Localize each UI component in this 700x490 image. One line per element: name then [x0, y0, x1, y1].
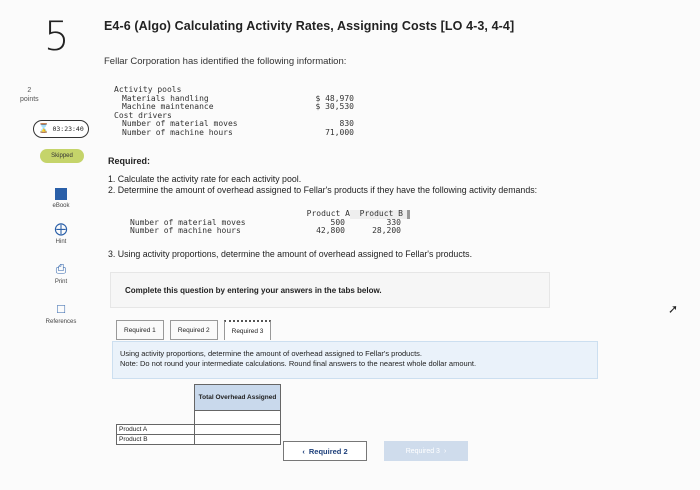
- table-row: [117, 435, 281, 445]
- timer-value: 03:23:40: [52, 125, 84, 133]
- answer-table: [116, 384, 281, 445]
- required-item-3: 3. Using activity proportions, determine the amount of overhead assigned to Fellar's products.: [108, 249, 473, 259]
- tab-required-2[interactable]: Required 2: [170, 320, 218, 340]
- required-items: [108, 174, 537, 196]
- row-label: Number of machine hours: [130, 226, 241, 236]
- cell-b: 28,200: [372, 226, 401, 236]
- ebook-button[interactable]: [40, 188, 82, 209]
- hint-button[interactable]: [40, 222, 82, 245]
- ebook-label: eBook: [52, 203, 70, 209]
- given-information: [114, 86, 354, 138]
- product-a-overhead-input[interactable]: [195, 425, 281, 435]
- cursor-icon: ➚: [668, 302, 679, 316]
- tab-required-3[interactable]: Required 3: [224, 320, 272, 340]
- pool-label: Materials handling: [122, 93, 209, 103]
- points-label: points: [20, 96, 39, 103]
- driver-label: Number of material moves: [122, 119, 238, 129]
- hourglass-icon: ⌛: [38, 123, 50, 134]
- print-label: Print: [54, 279, 68, 285]
- cell-b: 330: [386, 217, 401, 227]
- instruction-text: Complete this question by entering your answers in the tabs below.: [125, 285, 382, 295]
- timer[interactable]: [33, 120, 89, 138]
- points-value: 2: [27, 87, 32, 94]
- activity-pools-heading: Activity pools: [114, 85, 182, 94]
- question-intro: Fellar Corporation has identified the following information:: [104, 56, 347, 67]
- col-product-a: Product A: [306, 209, 350, 218]
- references-button[interactable]: [40, 302, 82, 325]
- hint-label: Hint: [55, 239, 67, 245]
- cost-drivers-heading: Cost drivers: [114, 110, 172, 120]
- tab-bar: [116, 320, 277, 340]
- required-item-2: 2. Determine the amount of overhead assigned to Fellar's products if they have the following activity demands:: [108, 185, 538, 195]
- document-icon: □: [57, 301, 65, 316]
- pool-value: $ 30,530: [315, 102, 354, 112]
- references-label: References: [45, 319, 77, 325]
- col-product-b: Product B: [350, 210, 410, 219]
- panel-note: Note: Do not round your intermediate calculations. Round final answers to the nearest whole dollar amount.: [120, 358, 477, 368]
- driver-value: 830: [339, 119, 354, 129]
- table-row: [117, 425, 281, 435]
- chevron-left-icon: ‹: [302, 446, 305, 456]
- print-button[interactable]: [40, 262, 82, 285]
- lifebuoy-icon: ⨁: [54, 221, 68, 236]
- next-required-button[interactable]: [384, 441, 468, 461]
- chevron-right-icon: ›: [443, 447, 447, 455]
- row-label-product-b: Product B: [117, 435, 195, 445]
- demand-table: [130, 210, 410, 236]
- cell-a: 500: [330, 217, 345, 227]
- driver-row: [114, 129, 354, 138]
- next-label: Required 3: [405, 447, 440, 455]
- points-display: [20, 86, 39, 104]
- tab-required-1[interactable]: Required 1: [116, 320, 164, 340]
- prev-required-button[interactable]: [283, 441, 367, 461]
- total-overhead-header: Total Overhead Assigned: [195, 385, 281, 411]
- question-number: 5: [44, 14, 70, 60]
- driver-value: 71,000: [325, 127, 354, 137]
- panel-text: Using activity proportions, determine the amount of overhead assigned to Fellar's products.: [120, 349, 423, 358]
- table-row: [130, 227, 410, 236]
- required-item-1: 1. Calculate the activity rate for each activity pool.: [108, 174, 302, 184]
- cell-a: 42,800: [316, 226, 345, 236]
- driver-label: Number of machine hours: [122, 127, 233, 137]
- prev-label: Required 2: [308, 446, 348, 456]
- instructions-panel: [112, 341, 598, 379]
- instruction-box: [110, 272, 550, 308]
- printer-icon: ⎙: [55, 261, 67, 276]
- question-title: E4-6 (Algo) Calculating Activity Rates, Assigning Costs [LO 4-3, 4-4]: [104, 19, 515, 33]
- row-label: Number of material moves: [130, 217, 246, 227]
- row-label-product-a: Product A: [117, 425, 195, 435]
- pool-value: $ 48,970: [315, 93, 354, 103]
- pool-label: Machine maintenance: [122, 102, 214, 112]
- skipped-badge: Skipped: [40, 149, 84, 163]
- product-b-overhead-input[interactable]: [195, 435, 281, 445]
- book-icon: [55, 188, 67, 200]
- required-heading: Required:: [108, 156, 151, 166]
